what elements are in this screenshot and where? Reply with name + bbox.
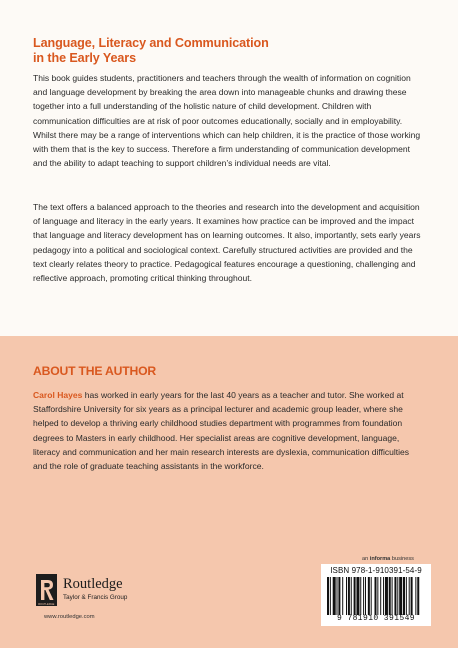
informa-brand: informa [369,556,391,562]
author-bio [33,388,425,473]
routledge-r-logo-icon [36,574,57,606]
logo-spine-text: ROUTLEDGE [38,603,55,606]
title-line-2: in the Early Years [33,51,136,65]
informa-prefix: an [362,556,370,562]
author-bio-text: has worked in early years for the last 40 years as a teacher and tutor. She worked at Staffordshire University for six years as a principal lecturer and academic group leader, where she helped to develop a thriving early childhood studies department with programmes from foundation degrees to Masters in early childhood. Her specialist areas are cognitive development, language, literacy and communication and her main research interests are dyslexia, communication difficulties and the role of graduate teaching assistants in the workforce. [33,390,410,472]
publisher-name: Routledge [63,576,123,592]
book-title-heading [33,36,413,66]
informa-business-tag [362,556,414,562]
author-name: Carol Hayes [33,390,83,400]
barcode-icon [327,577,425,615]
publisher-website: www.routledge.com [44,614,95,620]
about-author-heading: ABOUT THE AUTHOR [33,364,156,378]
description-paragraph-1: This book guides students, practitioners and teachers through the wealth of information on cognition and language development by breaking the area down into manageable chunks and drawing these together into a full understanding of the holistic nature of child development. Children with communication difficulties are at risk of poor outcomes educationally, socially and in employability. Whilst there may be a range of interventions which can help children, it is the practice of those working with them that is the key to success. Therefore a firm understanding of communication development and the ability to adapt teaching to support children’s individual needs are vital. [33,73,421,169]
routledge-logo [36,574,206,608]
title-line-1: Language, Literacy and Communication [33,36,269,50]
description-paragraph-2: The text offers a balanced approach to the theories and research into the development and acquisition of language and literacy in the early years. It examines how practice can be improved and the impact that language and literacy development has on learning outcomes. It also, importantly, sets early years pedagogy into a political and sociological context. Carefully structured activities are provided and the text clearly relates theory to practice. Pedagogical features encourage a questioning, challenging and reflective approach, promoting critical thinking throughout. [33,202,421,284]
informa-suffix: business [390,556,414,562]
isbn-number: ISBN 978-1-910391-54-9 [330,566,422,575]
barcode-digits: 9 781910 391549 [336,614,415,623]
publisher-group: Taylor & Francis Group [63,594,128,601]
barcode-box [321,564,431,626]
